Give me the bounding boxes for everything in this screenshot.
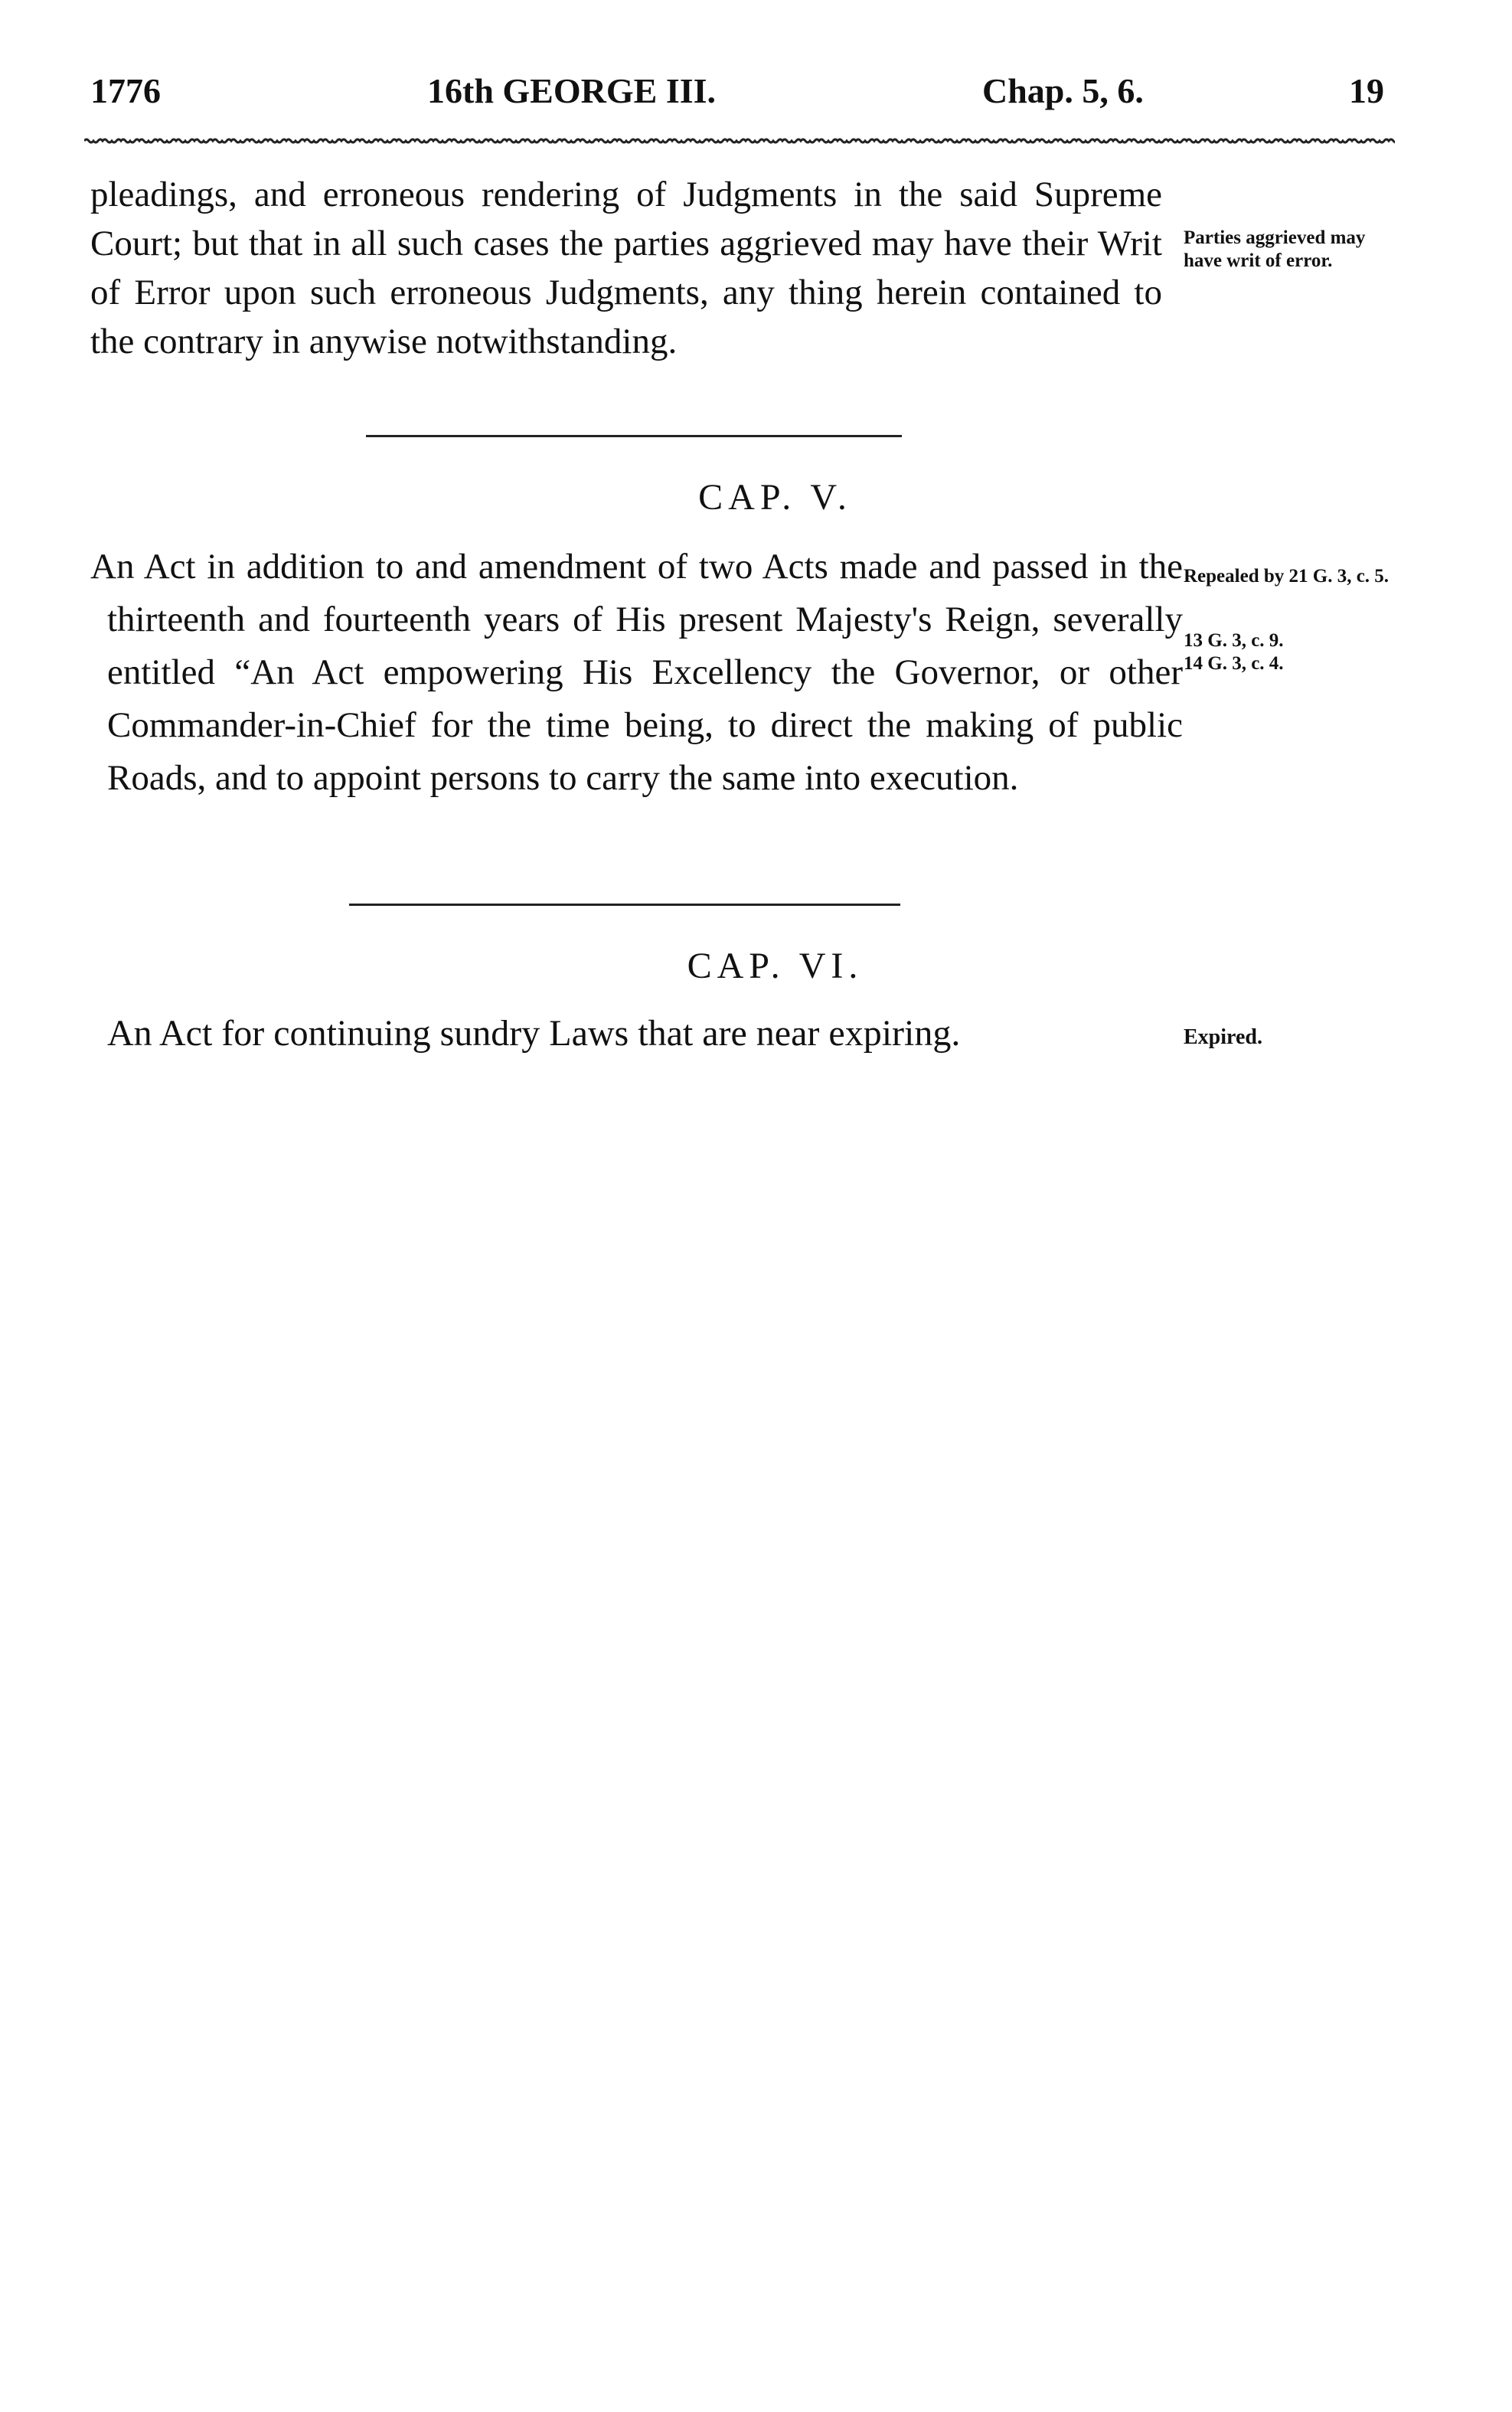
header-chapter: Chap. 5, 6. — [982, 71, 1144, 110]
margin-note-14-g3: 14 G. 3, c. 4. — [1184, 653, 1284, 674]
margin-note-repealed: Repealed by 21 G. 3, c. 5. — [1184, 566, 1390, 587]
header-year: 1776 — [90, 71, 161, 110]
running-header — [90, 70, 1384, 124]
cap-6-heading: CAP. VI. — [687, 946, 864, 986]
margin-note-expired: Expired. — [1184, 1025, 1262, 1049]
cap-5-act-title: An Act in addition to and amendment of two Acts made and passed in the thirteenth and fourteenth years of His present Majesty's Reign, severally entitled “An Act empowering His Excellency the Governor, or other Commander-in-Chief for the time being, to direct the making of public Roads, and to appoint persons to carry the same into execution. — [90, 547, 1183, 798]
margin-note-parties-aggrieved: Parties aggrieved may have writ of error. — [1184, 227, 1366, 271]
section-divider-2 — [349, 904, 900, 906]
continuation-paragraph: pleadings, and erroneous rendering of Judgments in the said Supreme Court; but that in all such cases the parties aggrieved may have their Writ of Error upon such erroneous Judgments, any thing herein contained to the contrary in anywise notwithstanding. — [90, 175, 1162, 361]
header-title: 16th GEORGE III. — [427, 71, 717, 110]
section-divider — [366, 435, 902, 437]
page-number: 19 — [1349, 71, 1384, 110]
cap-6-act-title: An Act for continuing sundry Laws that are near expiring. — [107, 1013, 961, 1054]
cap-5-heading: CAP. V. — [698, 477, 852, 518]
margin-note-13-g3: 13 G. 3, c. 9. — [1184, 630, 1284, 651]
header-rule — [84, 135, 1395, 147]
cap-5-margin-notes — [1184, 565, 1413, 675]
